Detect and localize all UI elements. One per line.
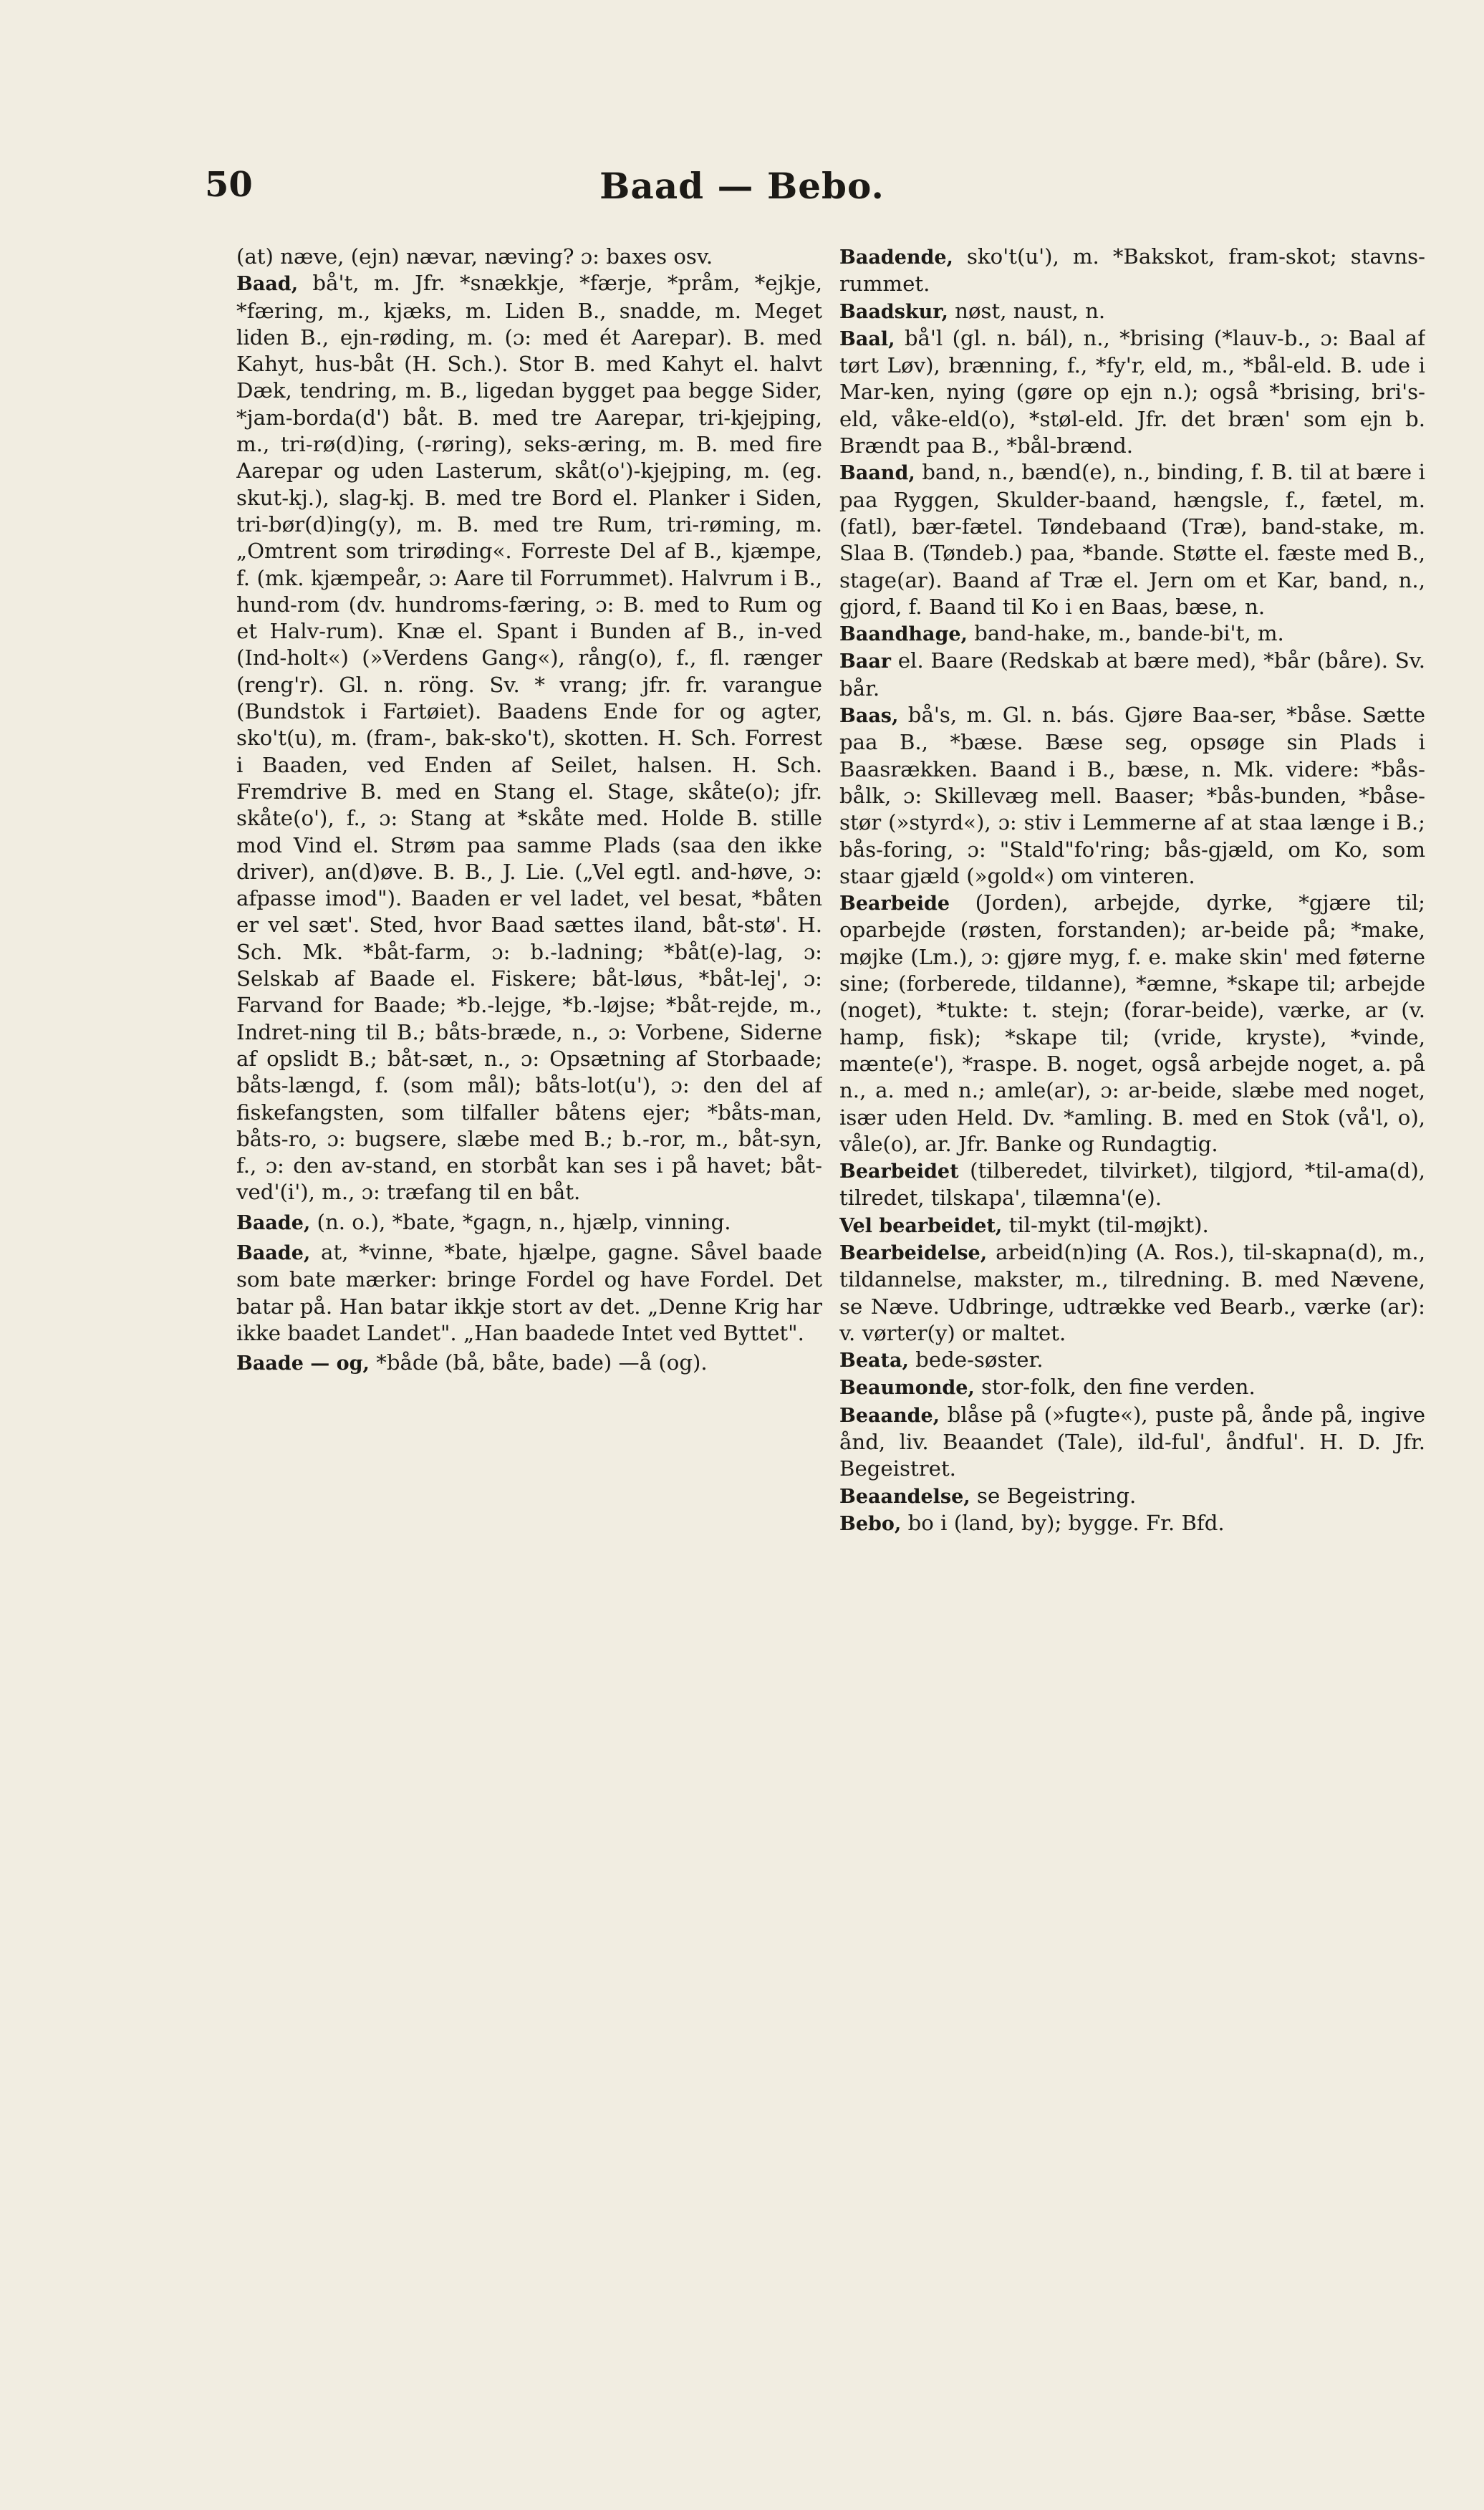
entry-text: nøst, naust, n. [948,298,1106,323]
dictionary-entry [839,244,1425,298]
entry-headword: Baand, [839,462,915,485]
entry-text: til-mykt (til-møjkt). [1002,1212,1209,1237]
entry-text: (tilberedet, tilvirket), tilgjord, *til-ama(d), tilredet, tilskapa', tilæmna'(e). [839,1158,1425,1211]
dictionary-entry [839,1510,1425,1537]
dictionary-entry [236,244,822,270]
entry-headword: Bearbeidet [839,1160,959,1183]
entry-headword: Bebo, [839,1512,902,1535]
page-number: 50 [205,165,253,205]
page-header [0,165,1484,215]
entry-headword: Baade, [236,1241,311,1264]
entry-headword: Baad, [236,273,299,296]
dictionary-entry [839,1239,1425,1347]
entry-text: bå's, m. Gl. n. bás. Gjøre Baa-ser, *båse. Sætte paa B., *bæse. Bæse seg, opsøge sin Plads i Baasrækken. Baand i B., bæse, n. Mk. videre: *bås-bålk, ɔ: Skillevæg mell. Baaser; *bås-bunden, *båse-stør (»styrd«), ɔ: stiv i Lemmerne af at staa længe i B.; bås-foring, ɔ: "Stald"fo'ring; bås-gjæld, om Ko, som staar gjæld (»gold«) om vinteren. [839,703,1425,888]
dictionary-entry [839,325,1425,459]
dictionary-entry [839,1347,1425,1374]
entry-text: bå't, m. Jfr. *snækkje, *færje, *pråm, *ejkje, *færing, m., kjæks, m. Liden B., snadde, m. Meget liden B., ejn-røding, m. (ɔ: med ét Aarepar). B. med Kahyt, hus-båt (H. Sch.). Stor B. med Kahyt el. halvt Dæk, tendring, m. B., ligedan bygget paa begge Sider, *jam-borda(d') båt. B. med tre Aarepar, tri-kjejping, m., tri-rø(d)ing, (-røring), seks-æring, m. B. med fire Aarepar og uden Lasterum, skåt(o')-kjejping, m. (eg. skut-kj.), slag-kj. B. med tre Bord el. Planker i Siden, tri-bør(d)ing(y), m. B. med tre Rum, tri-røming, m. „Omtrent som trirøding«. Forreste Del af B., kjæmpe, f. (mk. kjæmpeår, ɔ: Aare til Forrummet). Halvrum i B., hund-rom (dv. hundroms-færing, ɔ: B. med to Rum og et Halv-rum). Knæ el. Spant i Bunden af B., in-ved (Ind-holt«) (»Verdens Gang«), rång(o), f., fl. rænger (reng'r). Gl. n. röng. Sv. * vrang; jfr. fr. varangue (Bundstok i Fartøiet). Baadens Ende for og agter, sko't(u), m. (fram-, bak-sko't), skotten. H. Sch. Forrest i Baaden, ved Enden af Seilet, halsen. H. Sch. Fremdrive B. med en Stang el. Stage, skåte(o); jfr. skåte(o'), f., ɔ: Stang at *skåte med. Holde B. stille mod Vind el. Strøm paa samme Plads (saa den ikke driver), an(d)øve. B. B., J. Lie. („Vel egtl. and-høve, ɔ: afpasse imod"). Baaden er vel ladet, vel besat, *båten er vel sæt'. Sted, hvor Baad sættes iland, båt-stø'. H. Sch. Mk. *båt-farm, ɔ: b.-ladning; *båt(e)-lag, ɔ: Selskab af Baade el. Fiskere; båt-løus, *båt-lej', ɔ: Farvand for Baade; *b.-lejge, *b.-løjse; *båt-rejde, m., Indret-ning til B.; båts-bræde, n., ɔ: Vorbene, Siderne af opslidt B.; båt-sæt, n., ɔ: Opsætning af Storbaade; båts-længd, f. (som mål); båts-lot(u'), ɔ: den del af fiskefangsten, som tilfaller båtens ejer; *båts-man, båts-ro, ɔ: bugsere, slæbe med B.; b.-ror, m., båt-syn, f., ɔ: den av-stand, en storbåt kan ses i på havet; båt-ved'(i'), m., ɔ: træfang til en båt. [236,271,822,1205]
right-column [839,244,1425,2378]
entry-headword: Baal, [839,327,895,350]
dictionary-entry [236,1350,822,1377]
dictionary-entry [839,1483,1425,1510]
entry-text: *både (bå, båte, bade) —å (og). [369,1350,708,1375]
entry-text: bo i (land, by); bygge. Fr. Bfd. [901,1510,1225,1535]
entry-text: se Begeistring. [970,1483,1137,1508]
dictionary-entry [839,298,1425,325]
dictionary-entry [236,1209,822,1236]
entry-text: (Jorden), arbejde, dyrke, *gjære til; oparbejde (røsten, forstanden); ar-beide på; *make, møjke (Lm.), ɔ: gjøre myg, f. e. make skin' med føterne sine; (forberede, tildanne), *æmne, *skape til; arbejde (noget), *tukte: t. stejn; (forar-beide), værke, ar (v. hamp, fisk); *skape til; (vride, kryste), *vinde, mænte(e'), *raspe. B. noget, også arbejde noget, a. på n., a. med n.; amle(ar), ɔ: ar-beide, slæbe med noget, især uden Held. Dv. *amling. B. med en Stok (vå'l, o), våle(o), ar. Jfr. Banke og Rundagtig. [839,890,1425,1156]
entry-headword: Beata, [839,1350,909,1372]
left-column [236,244,822,2378]
entry-headword: Baandhage, [839,623,968,646]
entry-headword: Beaandelse, [839,1485,970,1508]
running-title: Baad — Bebo. [599,165,885,207]
entry-text: (at) næve, (ejn) nævar, næving? ɔ: baxes osv. [236,244,713,269]
dictionary-entry [839,1158,1425,1212]
entry-text: at, *vinne, *bate, hjælpe, gagne. Såvel baade som bate mærker: bringe Fordel og have Fordel. Det batar på. Han batar ikkje stort av det. „Denne Krig har ikke baadet Landet". „Han baadede Intet ved Byttet". [236,1239,822,1345]
dictionary-entry [839,620,1425,648]
entry-headword: Baas, [839,705,899,728]
entry-headword: Vel bearbeidet, [839,1214,1003,1237]
entry-text: blåse på (»fugte«), puste på, ånde på, ingive ånd, liv. Beaandet (Tale), ild-ful', åndful'. H. D. Jfr. Begeistret. [839,1402,1425,1481]
dictionary-entry [839,648,1425,702]
entry-headword: Baar [839,650,892,673]
entry-headword: Bearbeide [839,893,950,915]
dictionary-entry [839,1212,1425,1239]
entry-text: band-hake, m., bande-bi't, m. [967,621,1284,646]
entry-headword: Bearbeidelse, [839,1241,988,1264]
dictionary-entry [236,1239,822,1347]
entry-text: sko't(u'), m. *Bakskot, fram-skot; stavns-rummet. [839,244,1425,297]
entry-text: bå'l (gl. n. bál), n., *brising (*lauv-b., ɔ: Baal af tørt Løv), brænning, f., *fy'r, eld, m., *bål-eld. B. ude i Mar-ken, nying (gøre op ejn n.); også *brising, bri's-eld, våke-eld(o), *støl-eld. Jfr. det bræn' som ejn b. Brændt paa B., *bål-brænd. [839,325,1425,458]
dictionary-entry [839,459,1425,620]
entry-text: bede-søster. [908,1347,1044,1372]
entry-text: band, n., bænd(e), n., binding, f. B. til at bære i paa Ryggen, Skulder-baand, hængsle, f., fætel, m. (fatl), bær-fætel. Tøndebaand (Træ), band-stake, m. Slaa B. (Tøndeb.) paa, *bande. Støtte el. fæste med B., stage(ar). Baand af Træ el. Jern om et Kar, band, n., gjord, f. Baand til Ko i en Baas, bæse, n. [839,460,1425,619]
entry-text: stor-folk, den fine verden. [974,1375,1256,1400]
entry-headword: Baade — og, [236,1352,370,1375]
dictionary-entry [236,270,822,1206]
entry-headword: Beaande, [839,1404,940,1427]
entry-headword: Beaumonde, [839,1377,975,1400]
entry-headword: Baadende, [839,246,953,269]
entry-headword: Baadskur, [839,300,948,323]
entry-headword: Baade, [236,1211,311,1234]
entry-text: el. Baare (Redskab at bære med), *bår (båre). Sv. bår. [839,648,1425,701]
dictionary-entry [839,1402,1425,1483]
dictionary-entry [839,890,1425,1158]
dictionary-entry [839,702,1425,890]
entry-text: arbeid(n)ing (A. Ros.), til-skapna(d), m., tildannelse, makster, m., tilredning. B. med Nævene, se Næve. Udbringe, udtrække ved Bearb., værke (ar): v. vørter(y) or maltet. [839,1239,1425,1345]
entry-text: (n. o.), *bate, *gagn, n., hjælp, vinning. [310,1209,731,1234]
dictionary-entry [839,1374,1425,1401]
